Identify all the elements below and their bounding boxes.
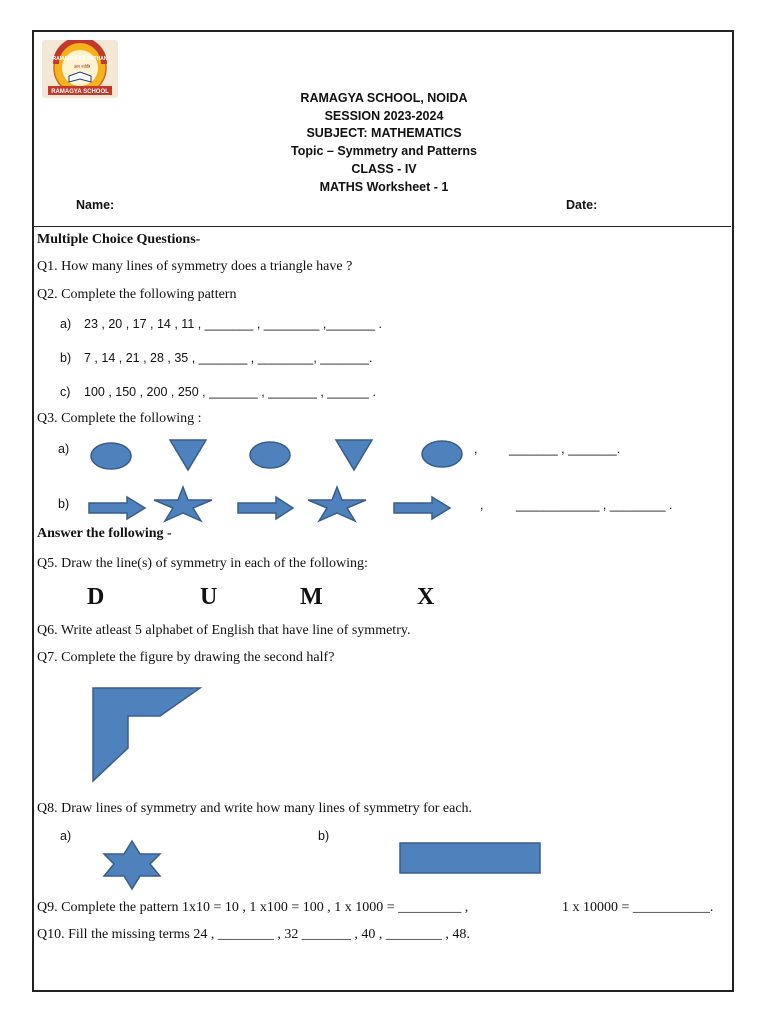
- q3-b-blanks: ____________ , ________ .: [516, 498, 673, 512]
- question-6: Q6. Write atleast 5 alphabet of English that have line of symmetry.: [37, 623, 411, 638]
- q2-c-label: c): [60, 385, 71, 399]
- letter-m: M: [300, 584, 323, 610]
- arrow-right-shape: [394, 497, 450, 519]
- question-7: Q7. Complete the figure by drawing the second half?: [37, 650, 335, 665]
- q3-a-comma: ,: [474, 442, 478, 456]
- oval-shape: [422, 441, 462, 467]
- half-figure-shape: [93, 688, 200, 781]
- question-9-tail: 1 x 10000 = ___________.: [562, 900, 714, 915]
- star-shape: [308, 487, 366, 521]
- question-2: Q2. Complete the following pattern: [37, 287, 237, 302]
- question-3: Q3. Complete the following :: [37, 411, 202, 426]
- q2-a-pattern: 23 , 20 , 17 , 14 , 11 , _______ , ________ ,_______ .: [84, 317, 382, 331]
- arrow-right-shape: [238, 497, 293, 519]
- q2-a-label: a): [60, 317, 72, 331]
- six-point-star-shape: [104, 841, 160, 889]
- letter-x: X: [417, 584, 435, 610]
- oval-shape: [91, 443, 131, 469]
- logo-book-caption: ज्ञान ज्योति: [73, 64, 91, 69]
- q3-b-label: b): [58, 497, 70, 511]
- triangle-down-shape: [336, 440, 372, 470]
- class-label: CLASS - IV: [351, 162, 417, 176]
- arrow-right-shape: [89, 497, 145, 519]
- answer-heading: Answer the following -: [37, 526, 172, 541]
- rectangle-shape: [400, 843, 540, 873]
- mcq-heading: Multiple Choice Questions-: [37, 232, 201, 247]
- q2-b-label: b): [60, 351, 72, 365]
- q3-b-comma: ,: [480, 498, 484, 512]
- q2-b-pattern: 7 , 14 , 21 , 28 , 35 , _______ , ________, _______.: [84, 351, 373, 365]
- letter-d: D: [87, 584, 105, 610]
- logo-top-text: RAMAGYA KE PATHAN: [52, 56, 108, 62]
- subject: SUBJECT: MATHEMATICS: [306, 126, 462, 140]
- oval-shape: [250, 442, 290, 468]
- question-9: Q9. Complete the pattern 1x10 = 10 , 1 x100 = 100 , 1 x 1000 = _________ ,: [37, 900, 469, 915]
- q2-c-pattern: 100 , 150 , 200 , 250 , _______ , _______ , ______ .: [84, 385, 376, 399]
- session: SESSION 2023-2024: [324, 109, 444, 123]
- triangle-down-shape: [170, 440, 206, 470]
- question-5: Q5. Draw the line(s) of symmetry in each of the following:: [37, 556, 368, 571]
- topic: Topic – Symmetry and Patterns: [291, 144, 477, 158]
- q8-b-label: b): [318, 829, 330, 843]
- star-shape: [154, 487, 212, 521]
- question-8: Q8. Draw lines of symmetry and write how many lines of symmetry for each.: [37, 801, 473, 816]
- q8-a-label: a): [60, 829, 72, 843]
- question-1: Q1. How many lines of symmetry does a triangle have ?: [37, 259, 353, 274]
- date-label: Date:: [566, 198, 598, 212]
- letter-u: U: [200, 584, 218, 610]
- worksheet-title: MATHS Worksheet - 1: [319, 180, 449, 194]
- q3-a-blanks: _______ , _______.: [509, 442, 621, 456]
- question-10: Q10. Fill the missing terms 24 , ________ , 32 _______ , 40 , ________ , 48.: [37, 927, 470, 942]
- logo-bottom-text: RAMAGYA SCHOOL: [51, 89, 109, 95]
- name-label: Name:: [76, 198, 115, 212]
- q3-a-label: a): [58, 442, 70, 456]
- school-name: RAMAGYA SCHOOL, NOIDA: [300, 91, 468, 105]
